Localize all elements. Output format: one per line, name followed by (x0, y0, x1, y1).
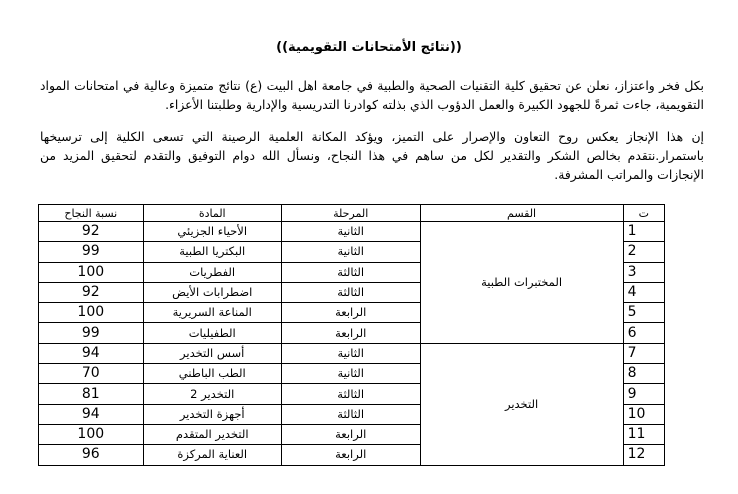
subject-cell: التخدير 2 (143, 384, 281, 404)
table-header-row (39, 205, 665, 222)
pass-rate-cell: 92 (39, 282, 144, 302)
header-subject: المادة (143, 205, 281, 222)
pass-rate-cell: 100 (39, 424, 144, 444)
subject-cell: الطفيليات (143, 323, 281, 343)
table-body (39, 222, 665, 466)
subject-cell: اضطرابات الأيض (143, 282, 281, 302)
pass-rate-cell: 96 (39, 445, 144, 465)
intro-paragraph: بكل فخر واعتزاز، نعلن عن تحقيق كلية التقنيات الصحية والطبية في جامعة اهل البيت (ع) نتائج متميزة وعالية في امتحانات المواد التقويمية، جاءت ثمرةً للجهود الكبيرة والعمل الدؤوب الذي بذلته كوادرنا التدريسية والإدارية وطلبتنا الأعزاء. (40, 78, 704, 112)
subject-cell: التخدير المتقدم (143, 424, 281, 444)
table-row (39, 343, 665, 363)
stage-cell: الثالثة (281, 404, 420, 424)
subject-cell: المناعة السريرية (143, 303, 281, 323)
results-table (38, 204, 665, 466)
stage-cell: الرابعة (281, 303, 420, 323)
thanks-paragraph: إن هذا الإنجاز يعكس روح التعاون والإصرار على التميز، ويؤكد المكانة العلمية الرصينة التي تسعى الكلية إلى ترسيخها باستمرار.نتقدم بخالص الشكر والتقدير لكل من ساهم في هذا النجاح، ونسأل الله دوام التوفيق والتقدم لتحقيق المزيد من الإنجازات والمراتب المشرفة. (40, 129, 704, 182)
stage-cell: الثانية (281, 364, 420, 384)
header-stage: المرحلة (281, 205, 420, 222)
header-pass-rate: نسبة النجاح (39, 205, 144, 222)
row-num-cell: 8 (623, 364, 664, 384)
pass-rate-cell: 99 (39, 242, 144, 262)
subject-cell: الطب الباطني (143, 364, 281, 384)
row-num-cell: 10 (623, 404, 664, 424)
row-num-cell: 9 (623, 384, 664, 404)
stage-cell: الثالثة (281, 262, 420, 282)
row-num-cell: 4 (623, 282, 664, 302)
department-cell: المختبرات الطبية (420, 222, 623, 344)
pass-rate-cell: 92 (39, 222, 144, 242)
subject-cell: البكتريا الطبية (143, 242, 281, 262)
header-department: القسم (420, 205, 623, 222)
stage-cell: الرابعة (281, 424, 420, 444)
stage-cell: الثالثة (281, 282, 420, 302)
stage-cell: الرابعة (281, 323, 420, 343)
subject-cell: الأحياء الجزيئي (143, 222, 281, 242)
stage-cell: الثالثة (281, 384, 420, 404)
row-num-cell: 6 (623, 323, 664, 343)
pass-rate-cell: 94 (39, 404, 144, 424)
pass-rate-cell: 81 (39, 384, 144, 404)
row-num-cell: 1 (623, 222, 664, 242)
department-cell: التخدير (420, 343, 623, 465)
row-num-cell: 5 (623, 303, 664, 323)
row-num-cell: 3 (623, 262, 664, 282)
stage-cell: الرابعة (281, 445, 420, 465)
row-num-cell: 2 (623, 242, 664, 262)
stage-cell: الثانية (281, 222, 420, 242)
pass-rate-cell: 70 (39, 364, 144, 384)
row-num-cell: 11 (623, 424, 664, 444)
pass-rate-cell: 100 (39, 303, 144, 323)
stage-cell: الثانية (281, 242, 420, 262)
header-num: ت (623, 205, 664, 222)
document-title: ((نتائج الأمتحانات التقويمية)) (276, 40, 462, 55)
row-num-cell: 7 (623, 343, 664, 363)
subject-cell: أسس التخدير (143, 343, 281, 363)
pass-rate-cell: 100 (39, 262, 144, 282)
subject-cell: العناية المركزة (143, 445, 281, 465)
pass-rate-cell: 99 (39, 323, 144, 343)
row-num-cell: 12 (623, 445, 664, 465)
subject-cell: أجهزة التخدير (143, 404, 281, 424)
subject-cell: الفطريات (143, 262, 281, 282)
pass-rate-cell: 94 (39, 343, 144, 363)
stage-cell: الثانية (281, 343, 420, 363)
table-row (39, 222, 665, 242)
